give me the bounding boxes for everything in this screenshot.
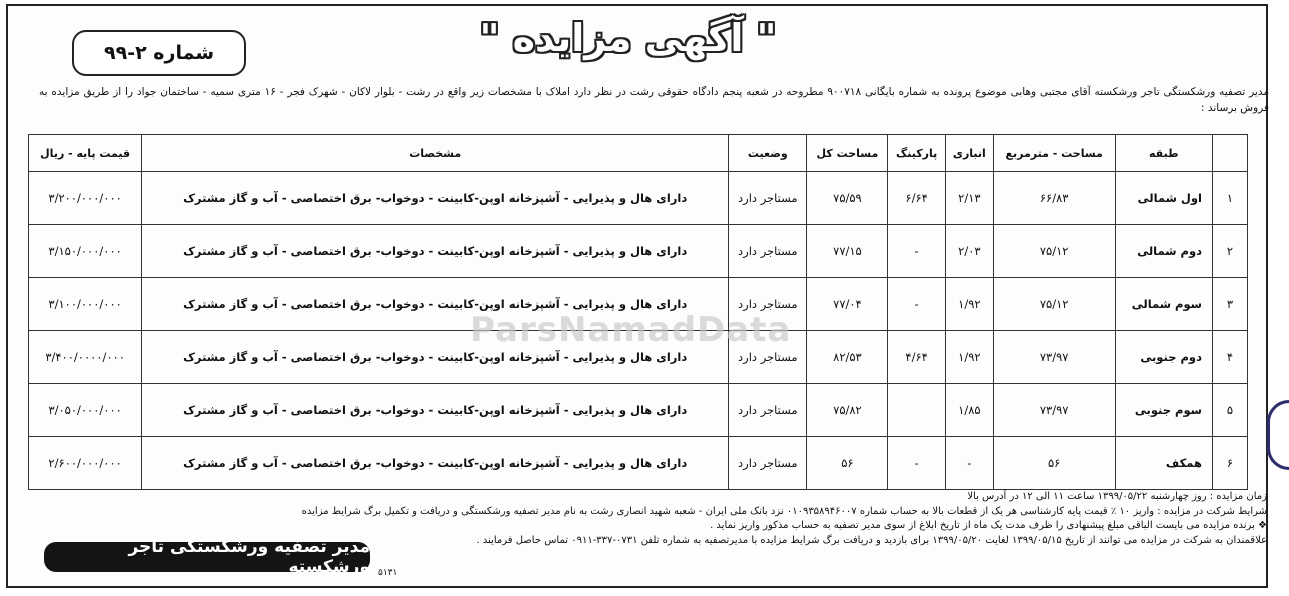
cell-total-area: ۷۷/۱۵ [807,225,888,278]
cell-status: مستاجر دارد [729,437,807,490]
property-table [28,134,1248,490]
cell-storage: ۱/۹۲ [945,331,993,384]
cell-index: ۵ [1213,384,1248,437]
cell-floor: اول شمالی [1115,172,1213,225]
cell-storage: ۱/۹۲ [945,278,993,331]
cell-base-price: ۳/۱۵۰/۰۰۰/۰۰۰ [29,225,142,278]
cell-floor: سوم جنوبی [1115,384,1213,437]
cell-floor: دوم شمالی [1115,225,1213,278]
auction-time: زمان مزایده : روز چهارشنبه ۱۳۹۹/۰۵/۲۲ ساعت ۱۱ الی ۱۲ در آدرس بالا [967,491,1267,502]
cell-features: دارای هال و پذیرایی - آشپزخانه اوپن-کابینت - دوخواب- برق اختصاصی - آب و گاز مشترک [142,278,729,331]
table-body [29,172,1248,490]
table-header-row [29,135,1248,172]
cell-total-area: ۷۵/۵۹ [807,172,888,225]
cell-total-area: ۵۶ [807,437,888,490]
ad-code: ۵۱۳۱ [378,568,398,578]
cell-area: ۷۵/۱۲ [993,225,1115,278]
cell-area: ۷۳/۹۷ [993,331,1115,384]
cell-area: ۵۶ [993,437,1115,490]
header-parking: پارکینگ [888,135,945,172]
cell-parking: - [888,225,945,278]
cell-status: مستاجر دارد [729,278,807,331]
table-row [29,384,1248,437]
watermark-text: ParsNamadData [470,310,792,350]
header-status: وضعیت [729,135,807,172]
header-base-price: قیمت پایه - ریال [29,135,142,172]
cell-base-price: ۳/۴۰۰/۰۰۰۰/۰۰۰ [29,331,142,384]
notice-title: " آگهی مزایده " [479,16,777,60]
cell-index: ۲ [1213,225,1248,278]
cell-storage: ۱/۸۵ [945,384,993,437]
header-features: مشخصات [142,135,729,172]
cell-features: دارای هال و پذیرایی - آشپزخانه اوپن-کابینت - دوخواب- برق اختصاصی - آب و گاز مشترک [142,172,729,225]
cell-parking: - [888,437,945,490]
header-floor: طبقه [1115,135,1213,172]
cell-storage: ۲/۰۳ [945,225,993,278]
winner-payment-terms: ❖ برنده مزایده می بایست الباقی مبلغ پیشنهادی را ظرف مدت یک ماه از تاریخ ابلاغ از سوی مدیر تصفیه به حساب مذکور واریز نماید . [710,520,1267,531]
edge-mark [1267,400,1289,470]
signature-banner: مدیر تصفیه ورشکستگی تاجر ورشکسته [44,542,370,572]
cell-base-price: ۲/۶۰۰/۰۰۰/۰۰۰ [29,437,142,490]
table-row [29,278,1248,331]
cell-index: ۳ [1213,278,1248,331]
participation-terms: شرایط شرکت در مزایده : واریز ۱۰ ٪ قیمت پایه کارشناسی هر یک از قطعات بالا به حساب شماره ۰۱۰۹۳۵۸۹۴۶۰۰۷ نزد بانک ملی ایران - شعبه شهید انصاری رشت به نام مدیر تصفیه ورشکستگی و دریافت و تکمیل برگ شرایط مزایده [301,505,1267,517]
header-storage: انباری [945,135,993,172]
cell-features: دارای هال و پذیرایی - آشپزخانه اوپن-کابینت - دوخواب- برق اختصاصی - آب و گاز مشترک [142,225,729,278]
cell-parking: - [888,278,945,331]
cell-area: ۷۳/۹۷ [993,384,1115,437]
cell-storage: ۲/۱۳ [945,172,993,225]
header-total-area: مساحت کل [807,135,888,172]
cell-parking [888,384,945,437]
cell-area: ۶۶/۸۳ [993,172,1115,225]
cell-base-price: ۳/۱۰۰/۰۰۰/۰۰۰ [29,278,142,331]
cell-status: مستاجر دارد [729,331,807,384]
cell-area: ۷۵/۱۲ [993,278,1115,331]
cell-features: دارای هال و پذیرایی - آشپزخانه اوپن-کابینت - دوخواب- برق اختصاصی - آب و گاز مشترک [142,437,729,490]
cell-total-area: ۷۵/۸۲ [807,384,888,437]
cell-parking: ۴/۶۴ [888,331,945,384]
cell-index: ۶ [1213,437,1248,490]
header-area: مساحت - مترمربع [993,135,1115,172]
cell-status: مستاجر دارد [729,172,807,225]
table-row [29,225,1248,278]
cell-storage: - [945,437,993,490]
cell-index: ۴ [1213,331,1248,384]
header-index [1213,135,1248,172]
cell-parking: ۶/۶۴ [888,172,945,225]
intro-paragraph: مدیر تصفیه ورشکستگی تاجر ورشکسته آقای مجتبی وهابی موضوع پرونده به شماره بایگانی ۹۰۰۷۱۸ مطروحه در شعبه پنجم دادگاه حقوقی رشت در نظر دارد املاک با مشخصات زیر واقع در رشت - بلوار لاکان - شهرک فجر - ۱۶ متری سمیه - ساختمان جواد را از طریق مزایده به فروش برساند : [39,86,1269,114]
cell-features: دارای هال و پذیرایی - آشپزخانه اوپن-کابینت - دوخواب- برق اختصاصی - آب و گاز مشترک [142,331,729,384]
cell-status: مستاجر دارد [729,384,807,437]
cell-base-price: ۳/۲۰۰/۰۰۰/۰۰۰ [29,172,142,225]
cell-floor: سوم شمالی [1115,278,1213,331]
cell-total-area: ۷۷/۰۴ [807,278,888,331]
table-row [29,331,1248,384]
cell-base-price: ۳/۰۵۰/۰۰۰/۰۰۰ [29,384,142,437]
cell-total-area: ۸۲/۵۳ [807,331,888,384]
cell-features: دارای هال و پذیرایی - آشپزخانه اوپن-کابینت - دوخواب- برق اختصاصی - آب و گاز مشترک [142,384,729,437]
table-row [29,437,1248,490]
cell-floor: همکف [1115,437,1213,490]
visit-contact-info: علاقمندان به شرکت در مزایده می توانند از تاریخ ۱۳۹۹/۰۵/۱۵ لغایت ۱۳۹۹/۰۵/۲۰ برای بازدید و دریافت برگ شرایط مزایده با مدیرتصفیه به شماره تلفن ۰۷۳۱-۳۳۷-۰۹۱۱ تماس حاصل فرمایند . [476,534,1267,546]
cell-index: ۱ [1213,172,1248,225]
notice-number: شماره ۲-۹۹ [72,30,246,76]
cell-floor: دوم جنوبی [1115,331,1213,384]
table-row [29,172,1248,225]
cell-status: مستاجر دارد [729,225,807,278]
